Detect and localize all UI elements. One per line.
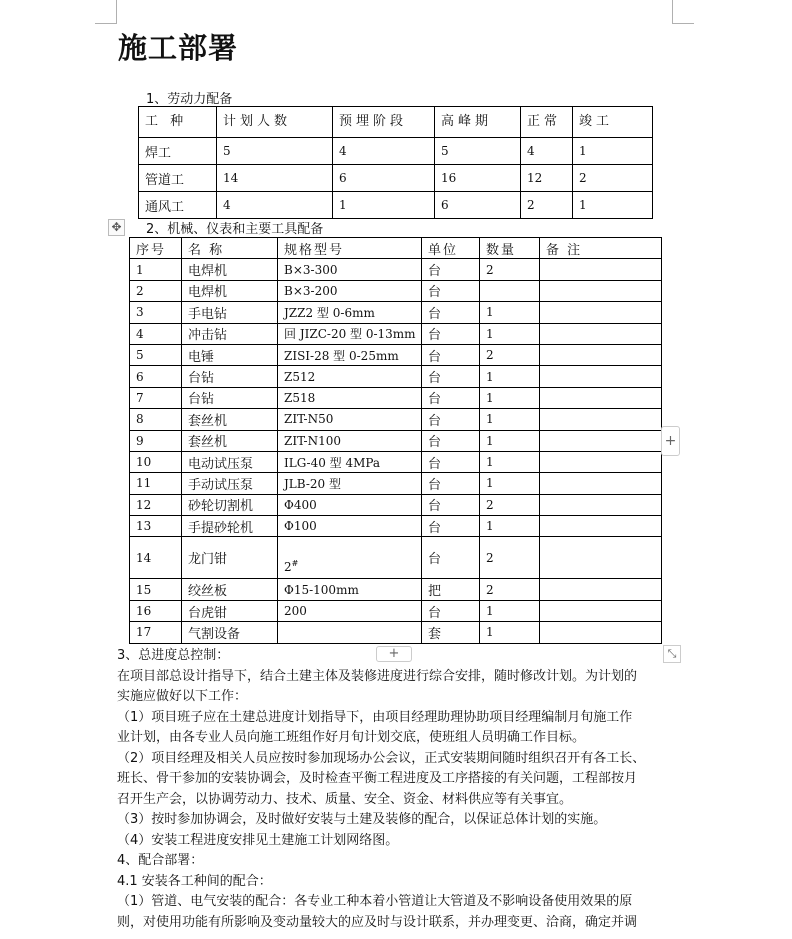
equipment-row	[130, 451, 662, 472]
equipment-cell: 台	[422, 323, 480, 344]
equipment-cell: 1	[480, 387, 540, 408]
labor-cell: 5	[217, 138, 333, 165]
labor-cell: 1	[573, 138, 653, 165]
labor-cell: 4	[333, 138, 435, 165]
equipment-row	[130, 494, 662, 515]
equipment-row	[130, 600, 662, 621]
equipment-cell: 手电钻	[182, 302, 278, 323]
equipment-heading: 2、机械、仪表和主要工具配备	[146, 222, 324, 237]
body-text	[117, 646, 677, 933]
labor-cell: 4	[217, 192, 333, 219]
equipment-cell: 2	[480, 537, 540, 579]
equipment-cell	[540, 430, 662, 451]
equipment-cell	[540, 451, 662, 472]
equipment-col-header: 备 注	[540, 238, 662, 259]
body-line: （1）项目班子应在土建总进度计划指导下，由项目经理助理协助项目经理编制月旬施工作	[117, 709, 633, 725]
equipment-cell: 10	[130, 451, 182, 472]
labor-heading: 1、劳动力配备	[146, 92, 233, 107]
equipment-cell: 台	[422, 366, 480, 387]
equipment-cell: 17	[130, 622, 182, 643]
equipment-cell: 绞丝板	[182, 579, 278, 600]
labor-cell: 12	[521, 165, 573, 192]
equipment-cell: 2	[480, 344, 540, 365]
labor-cell: 1	[333, 192, 435, 219]
equipment-cell: ZIT-N50	[278, 409, 422, 430]
equipment-header-row	[130, 238, 662, 259]
equipment-row	[130, 537, 662, 579]
equipment-cell: 把	[422, 579, 480, 600]
equipment-cell: 台	[422, 494, 480, 515]
equipment-cell: 台	[422, 344, 480, 365]
equipment-cell: 16	[130, 600, 182, 621]
equipment-cell	[540, 516, 662, 537]
page-title: 施工部署	[118, 31, 239, 65]
body-line: 班长、骨干参加的安装协调会，及时检查平衡工程进度及工序搭接的有关问题，工程部按月	[117, 771, 638, 786]
labor-col-header: 正常	[521, 107, 573, 138]
equipment-cell: 1	[480, 323, 540, 344]
body-line: 4.1 安装各工种间的配合：	[117, 873, 272, 889]
equipment-cell	[540, 579, 662, 600]
labor-cell: 6	[435, 192, 521, 219]
body-line: 在项目部总设计指导下，结合土建主体及装修进度进行综合安排，随时修改计划。为计划的	[117, 668, 638, 684]
equipment-cell: 台	[422, 516, 480, 537]
equipment-cell: 台	[422, 259, 480, 280]
equipment-cell: 1	[480, 516, 540, 537]
equipment-cell: 套丝机	[182, 409, 278, 430]
body-line: 则，对使用功能有所影响及变动量较大的应及时与设计联系，并办理变更、洽商，确定并调	[117, 914, 638, 930]
spec-superscript: #	[291, 559, 299, 569]
equipment-table	[129, 237, 662, 644]
body-line: 3、总进度总控制：	[117, 648, 230, 663]
equipment-row	[130, 366, 662, 387]
labor-col-header: 工 种	[139, 107, 217, 138]
add-column-button[interactable]: +	[661, 426, 680, 456]
labor-cell: 16	[435, 165, 521, 192]
labor-table	[138, 106, 653, 219]
equipment-cell: 2	[480, 579, 540, 600]
equipment-cell: 13	[130, 516, 182, 537]
labor-row	[139, 192, 653, 219]
equipment-cell: 2	[130, 280, 182, 301]
equipment-row	[130, 323, 662, 344]
equipment-cell: Φ100	[278, 516, 422, 537]
equipment-cell: Z518	[278, 387, 422, 408]
equipment-cell: 1	[130, 259, 182, 280]
equipment-cell: 台钻	[182, 387, 278, 408]
equipment-row	[130, 622, 662, 643]
body-line: 召开生产会，以协调劳动力、技术、质量、安全、资金、材料供应等有关事宜。	[117, 791, 573, 807]
equipment-col-header: 数量	[480, 238, 540, 259]
equipment-cell	[540, 280, 662, 301]
equipment-cell: 14	[130, 537, 182, 579]
equipment-cell: 6	[130, 366, 182, 387]
labor-cell: 通风工	[139, 192, 217, 219]
equipment-cell: 15	[130, 579, 182, 600]
page-corner-mark-left	[95, 0, 117, 24]
equipment-cell: 套丝机	[182, 430, 278, 451]
equipment-cell: 台	[422, 537, 480, 579]
labor-cell: 1	[573, 192, 653, 219]
equipment-row	[130, 302, 662, 323]
equipment-cell	[278, 537, 422, 579]
equipment-cell: 台	[422, 302, 480, 323]
equipment-cell: 1	[480, 430, 540, 451]
equipment-cell	[540, 302, 662, 323]
equipment-cell: 台	[422, 600, 480, 621]
equipment-cell: 台虎钳	[182, 600, 278, 621]
body-line: （2）项目经理及相关人员应按时参加现场办公会议，正式安装期间随时组织召开有各工长、	[117, 750, 646, 766]
equipment-cell: 手动试压泵	[182, 473, 278, 494]
equipment-cell	[540, 600, 662, 621]
labor-cell: 5	[435, 138, 521, 165]
equipment-cell: 电锤	[182, 344, 278, 365]
equipment-col-header: 规格型号	[278, 238, 422, 259]
equipment-cell: 4	[130, 323, 182, 344]
equipment-cell: 台钻	[182, 366, 278, 387]
equipment-row	[130, 259, 662, 280]
equipment-cell: Φ400	[278, 494, 422, 515]
equipment-cell	[540, 537, 662, 579]
labor-cell: 2	[573, 165, 653, 192]
equipment-cell	[540, 366, 662, 387]
body-line: 业计划，由各专业人员向施工班组作好月旬计划交底，使班组人员明确工作目标。	[117, 730, 586, 745]
equipment-col-header: 名 称	[182, 238, 278, 259]
body-line: （1）管道、电气安装的配合：各专业工种本着小管道让大管道及不影响设备使用效果的原	[117, 894, 633, 909]
equipment-cell: B×3-200	[278, 280, 422, 301]
equipment-cell: 2	[480, 494, 540, 515]
equipment-cell: 台	[422, 280, 480, 301]
equipment-cell: 1	[480, 600, 540, 621]
equipment-cell	[540, 259, 662, 280]
equipment-cell: 9	[130, 430, 182, 451]
add-row-button[interactable]: +	[376, 646, 412, 662]
labor-col-header: 竣工	[573, 107, 653, 138]
table-resize-handle-icon[interactable]: ⤡	[663, 645, 681, 663]
equipment-cell	[480, 280, 540, 301]
equipment-row	[130, 280, 662, 301]
equipment-cell	[540, 473, 662, 494]
equipment-cell: 1	[480, 366, 540, 387]
equipment-cell: ILG-40 型 4MPa	[278, 451, 422, 472]
labor-cell: 6	[333, 165, 435, 192]
equipment-cell: JLB-20 型	[278, 473, 422, 494]
labor-row	[139, 138, 653, 165]
equipment-cell: 台	[422, 409, 480, 430]
equipment-cell: 8	[130, 409, 182, 430]
equipment-cell: 1	[480, 622, 540, 643]
equipment-cell: 砂轮切割机	[182, 494, 278, 515]
equipment-cell: 11	[130, 473, 182, 494]
equipment-cell: 电焊机	[182, 259, 278, 280]
labor-cell: 焊工	[139, 138, 217, 165]
equipment-cell: JZZ2 型 0-6mm	[278, 302, 422, 323]
equipment-cell: Φ15-100mm	[278, 579, 422, 600]
labor-col-header: 预埋阶段	[333, 107, 435, 138]
equipment-cell: 龙门钳	[182, 537, 278, 579]
equipment-cell: 套	[422, 622, 480, 643]
equipment-cell: 冲击钻	[182, 323, 278, 344]
equipment-cell	[540, 622, 662, 643]
labor-col-header: 计划人数	[217, 107, 333, 138]
equipment-cell: B×3-300	[278, 259, 422, 280]
equipment-row	[130, 409, 662, 430]
equipment-cell: ZISI-28 型 0-25mm	[278, 344, 422, 365]
equipment-cell: 1	[480, 302, 540, 323]
equipment-cell	[540, 494, 662, 515]
equipment-cell: 1	[480, 473, 540, 494]
equipment-cell	[540, 323, 662, 344]
table-move-handle-icon[interactable]: ✥	[108, 219, 125, 236]
equipment-cell	[540, 409, 662, 430]
equipment-cell: 3	[130, 302, 182, 323]
body-line: 4、配合部署：	[117, 853, 204, 868]
equipment-row	[130, 516, 662, 537]
labor-cell: 2	[521, 192, 573, 219]
equipment-cell: 2	[480, 259, 540, 280]
equipment-cell: 台	[422, 430, 480, 451]
equipment-cell: 气割设备	[182, 622, 278, 643]
equipment-row	[130, 473, 662, 494]
equipment-row	[130, 387, 662, 408]
equipment-cell: 台	[422, 473, 480, 494]
equipment-cell	[278, 622, 422, 643]
equipment-cell: 手提砂轮机	[182, 516, 278, 537]
equipment-cell: 1	[480, 451, 540, 472]
equipment-col-header: 序号	[130, 238, 182, 259]
labor-row	[139, 165, 653, 192]
labor-cell: 管道工	[139, 165, 217, 192]
labor-header-row	[139, 107, 653, 138]
equipment-cell: ZIT-N100	[278, 430, 422, 451]
spec-value: 2	[284, 560, 292, 575]
equipment-cell: 200	[278, 600, 422, 621]
equipment-cell: 台	[422, 387, 480, 408]
page-corner-mark-right	[672, 0, 694, 24]
body-line: （3）按时参加协调会，及时做好安装与土建及装修的配合，以保证总体计划的实施。	[117, 812, 607, 827]
equipment-col-header: 单位	[422, 238, 480, 259]
equipment-cell: 电动试压泵	[182, 451, 278, 472]
equipment-cell: 1	[480, 409, 540, 430]
equipment-cell: 7	[130, 387, 182, 408]
equipment-cell: 12	[130, 494, 182, 515]
equipment-cell: 电焊机	[182, 280, 278, 301]
labor-cell: 14	[217, 165, 333, 192]
equipment-cell: 台	[422, 451, 480, 472]
equipment-cell	[540, 344, 662, 365]
equipment-row	[130, 430, 662, 451]
equipment-cell: 回 JIZC-20 型 0-13mm	[278, 323, 422, 344]
equipment-cell	[540, 387, 662, 408]
body-line: 实施应做好以下工作：	[117, 689, 248, 704]
equipment-row	[130, 579, 662, 600]
labor-col-header: 高峰期	[435, 107, 521, 138]
labor-cell: 4	[521, 138, 573, 165]
equipment-cell: 5	[130, 344, 182, 365]
equipment-row	[130, 344, 662, 365]
equipment-cell: Z512	[278, 366, 422, 387]
body-line: （4）安装工程进度安排见土建施工计划网络图。	[117, 832, 399, 848]
